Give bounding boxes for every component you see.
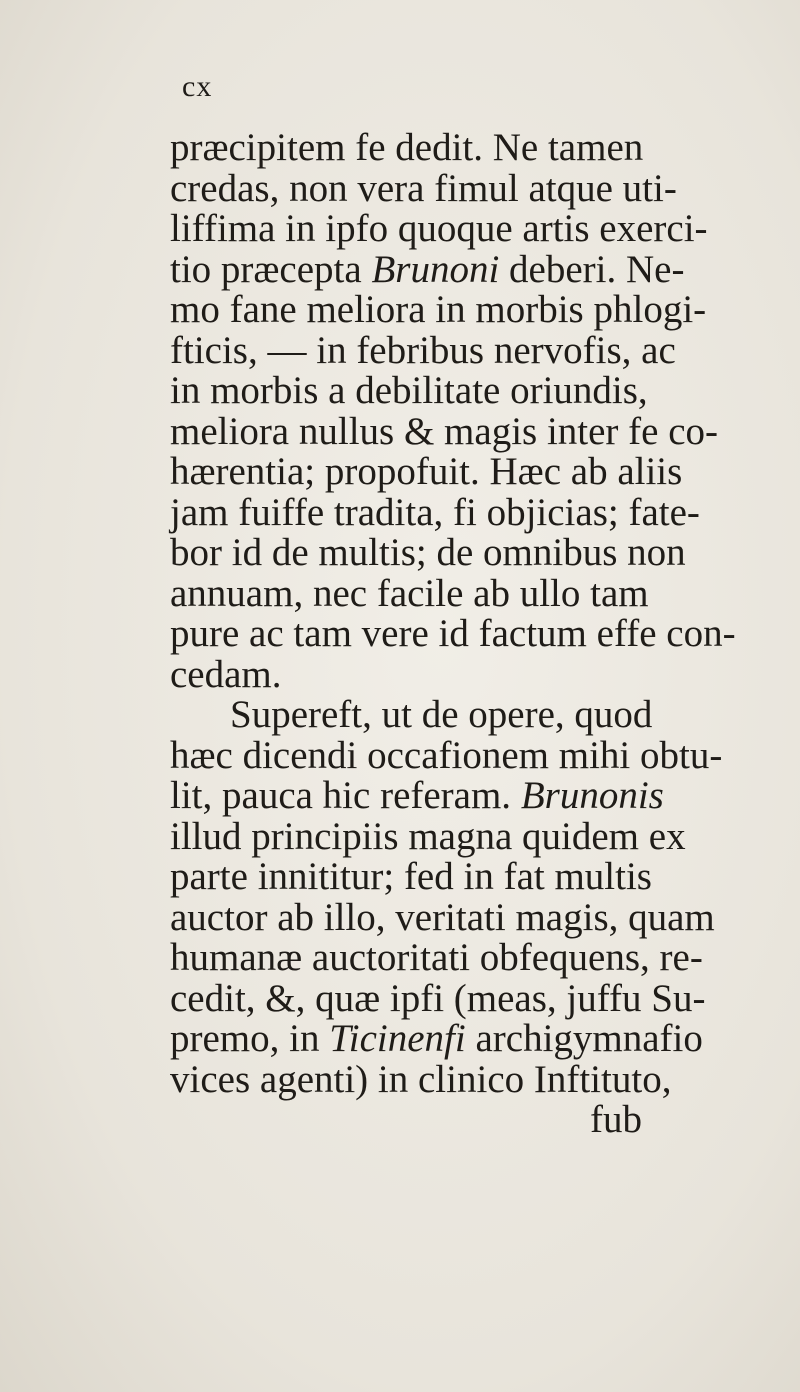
catchword: fub — [590, 1098, 642, 1141]
text-line: auctor ab illo, veritati magis, quam — [170, 895, 715, 939]
text-line: bor id de multis; de omnibus non — [170, 531, 686, 574]
text-line: credas, non vera fimul atque uti- — [170, 166, 677, 210]
text-line: fticis, — in febribus nervofis, ac — [170, 328, 676, 372]
text-line: illud principiis magna quidem ex — [170, 814, 686, 858]
italic-name: Brunonis — [520, 774, 664, 817]
text-line: liffima in ipfo quoque artis exerci- — [170, 207, 708, 250]
italic-name: Brunoni — [371, 247, 500, 291]
text-line: pure ac tam vere id factum effe con- — [170, 612, 736, 655]
text-line: tio præcepta Brunoni deberi. Ne- — [170, 247, 685, 291]
text-line: præcipitem fe dedit. Ne tamen — [170, 126, 644, 169]
text-line-paragraph-start: Supereft, ut de opere, quod — [230, 693, 653, 736]
text-line: hærentia; propofuit. Hæc ab aliis — [170, 450, 683, 493]
text-line: meliora nullus & magis inter fe co- — [170, 409, 719, 453]
body-text — [170, 128, 800, 1141]
text-line: in morbis a debilitate oriundis, — [170, 369, 648, 412]
text-line: humanæ auctoritati obfequens, re- — [170, 936, 703, 979]
page-number: cx — [182, 70, 213, 103]
text-line: cedit, &, quæ ipfi (meas, juffu Su- — [170, 976, 706, 1020]
italic-name: Ticinenfi — [329, 1017, 466, 1060]
text-line: parte innititur; fed in fat multis — [170, 855, 652, 898]
text-line: lit, pauca hic referam. Brunonis — [170, 774, 664, 817]
text-line: annuam, nec facile ab ullo tam — [170, 571, 649, 615]
text-line: vices agenti) in clinico Inftituto, — [170, 1057, 672, 1101]
text-line: premo, in Ticinenfi archigymnafio — [170, 1017, 703, 1060]
text-line: cedam. — [170, 652, 282, 696]
text-line: mo fane meliora in morbis phlogi- — [170, 288, 707, 331]
text-line: jam fuiffe tradita, fi objicias; fate- — [170, 490, 700, 534]
text-line: hæc dicendi occafionem mihi obtu- — [170, 733, 723, 777]
